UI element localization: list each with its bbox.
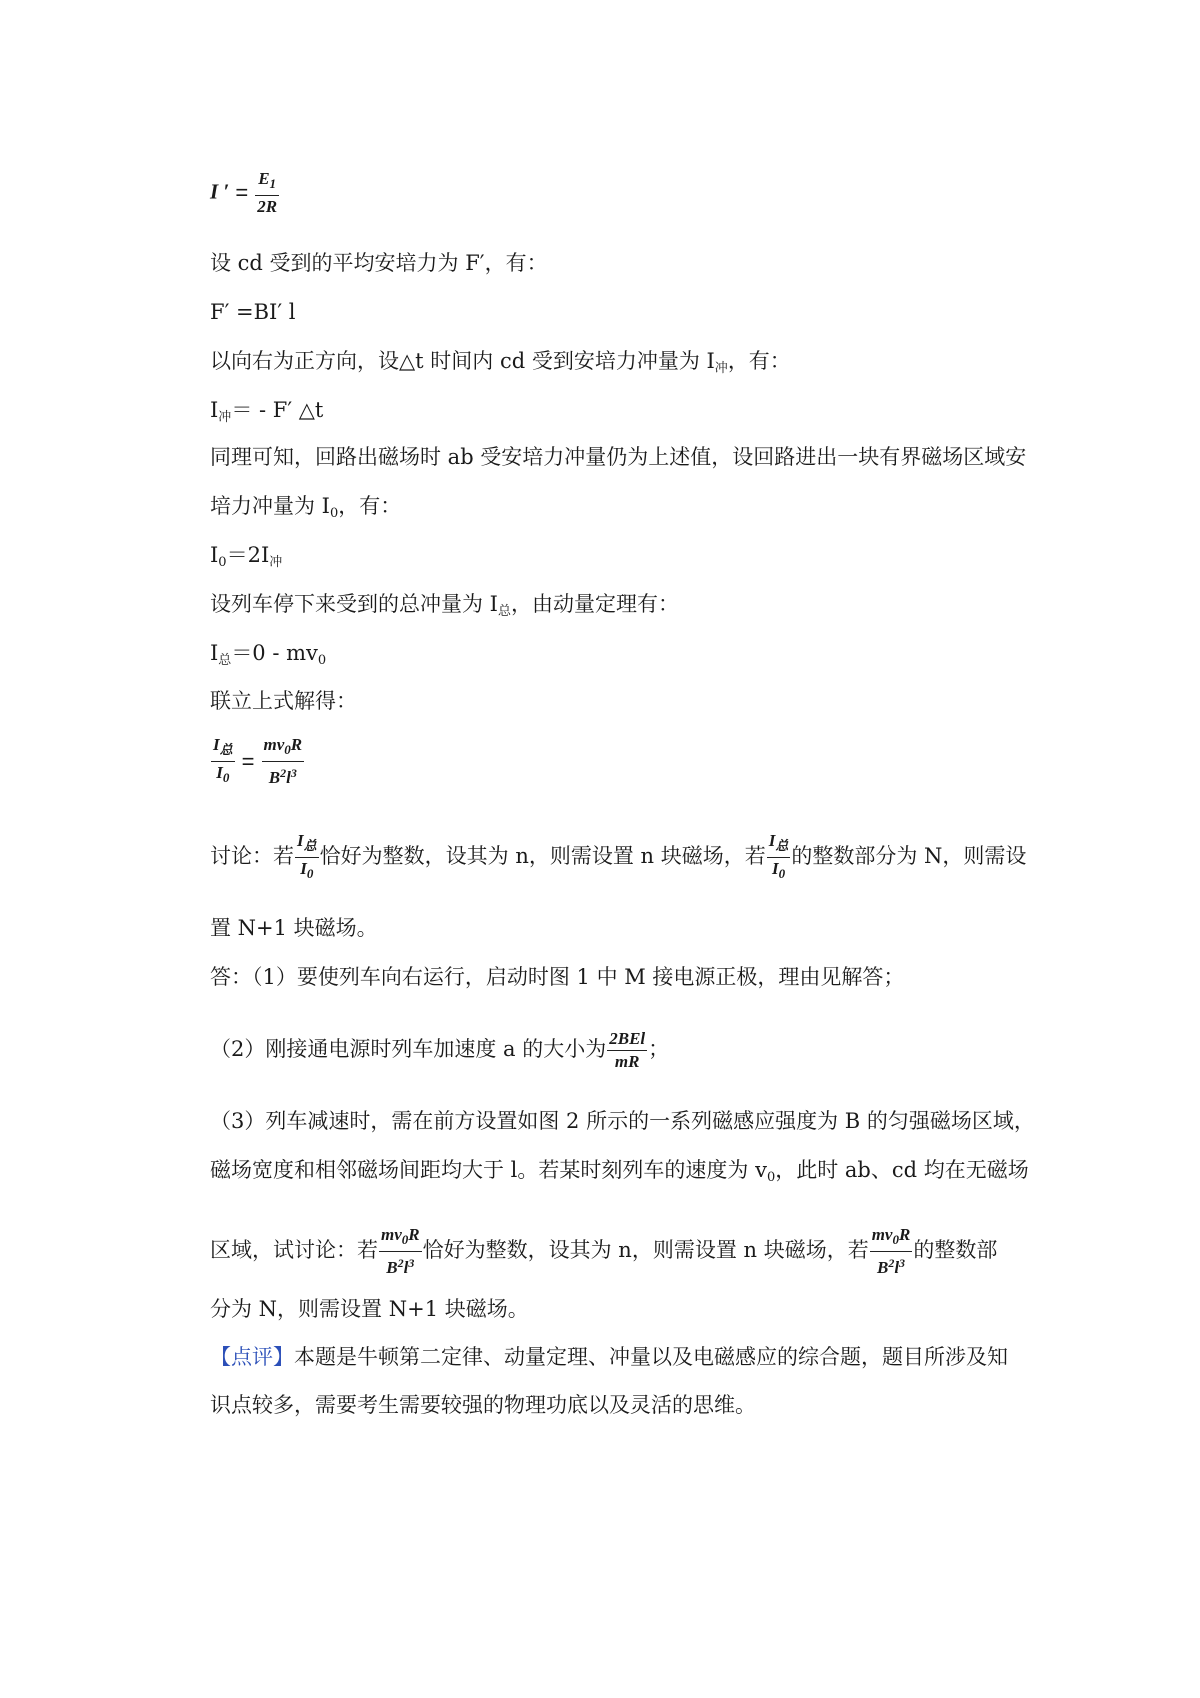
text-line: 设 cd 受到的平均安培力为 F′，有：: [210, 251, 548, 275]
text-line: 磁场宽度和相邻磁场间距均大于 l。若某时刻列车的速度为 $v_0$，此时 ab、cd 均在无磁场: [210, 1158, 1029, 1185]
text-line: $I_冲= - F'$ △t: [210, 398, 324, 425]
text-line: 培力冲量为 $I_0$，有：: [210, 494, 402, 521]
text-line: $I_0=2I_冲$: [210, 543, 283, 570]
equals-sign: =: [235, 180, 249, 205]
text-line: 分为 N，则需设置 N+1 块磁场。: [210, 1297, 529, 1321]
text-line: 联立上式解得：: [210, 689, 357, 713]
text-line: F′ =BI′ l: [210, 300, 296, 324]
text-line: 答：（1）要使列车向右运行，启动时图 1 中 M 接电源正极，理由见解答；: [210, 965, 905, 989]
text-line: （2）刚接通电源时列车加速度 a 的大小为 $\frac{\text{2BEl}}{mR}$ ；: [210, 1029, 670, 1071]
text-line: 【点评】本题是牛顿第二定律、动量定理、冲量以及电磁感应的综合题，题目所涉及知: [210, 1345, 1008, 1369]
text-line: 区域，试讨论：若 $\frac{mv_0R}{B^2l^3}$ 恰好为整数，设其为 n，则需设置 n 块磁场，若 $\frac{mv_0R}{B^2l^3}$ 的整数部: [210, 1225, 998, 1277]
text-line: 设列车停下来受到的总冲量为 $I_总$，由动量定理有：: [210, 592, 679, 619]
text-line: 识点较多，需要考生需要较强的物理功底以及灵活的思维。: [210, 1393, 756, 1417]
fraction: $\frac{E_1}{2R}$: [257, 169, 278, 216]
comment-tag: 【点评】: [210, 1345, 294, 1369]
text-line: 置 N+1 块磁场。: [210, 916, 378, 940]
text-line: 以向右为正方向，设△t 时间内 cd 受到安培力冲量为 $I_冲$，有：: [210, 349, 791, 376]
text-line: 讨论：若 $\frac{I_总}{I_0}$ 恰好为整数，设其为 n，则需设置 n 块磁场，若 $\frac{I_总}{I_0}$ 的整数部分为 N，则需设: [210, 831, 1027, 881]
text-line: $I_总=0 - mv_0$: [210, 641, 327, 668]
formula-lhs: I ′: [210, 179, 230, 204]
formula-current: [210, 168, 280, 218]
text-line: （3）列车减速时，需在前方设置如图 2 所示的一系列磁感应强度为 B 的匀强磁场区域，: [210, 1109, 1035, 1133]
formula-ratio: $\frac{I_总}{I_0}$ = $\frac{mv_0R}{B^2l^3}$: [213, 735, 303, 787]
text-line: 同理可知，回路出磁场时 ab 受安培力冲量仍为上述值，设回路进出一块有界磁场区域安: [210, 445, 1027, 469]
